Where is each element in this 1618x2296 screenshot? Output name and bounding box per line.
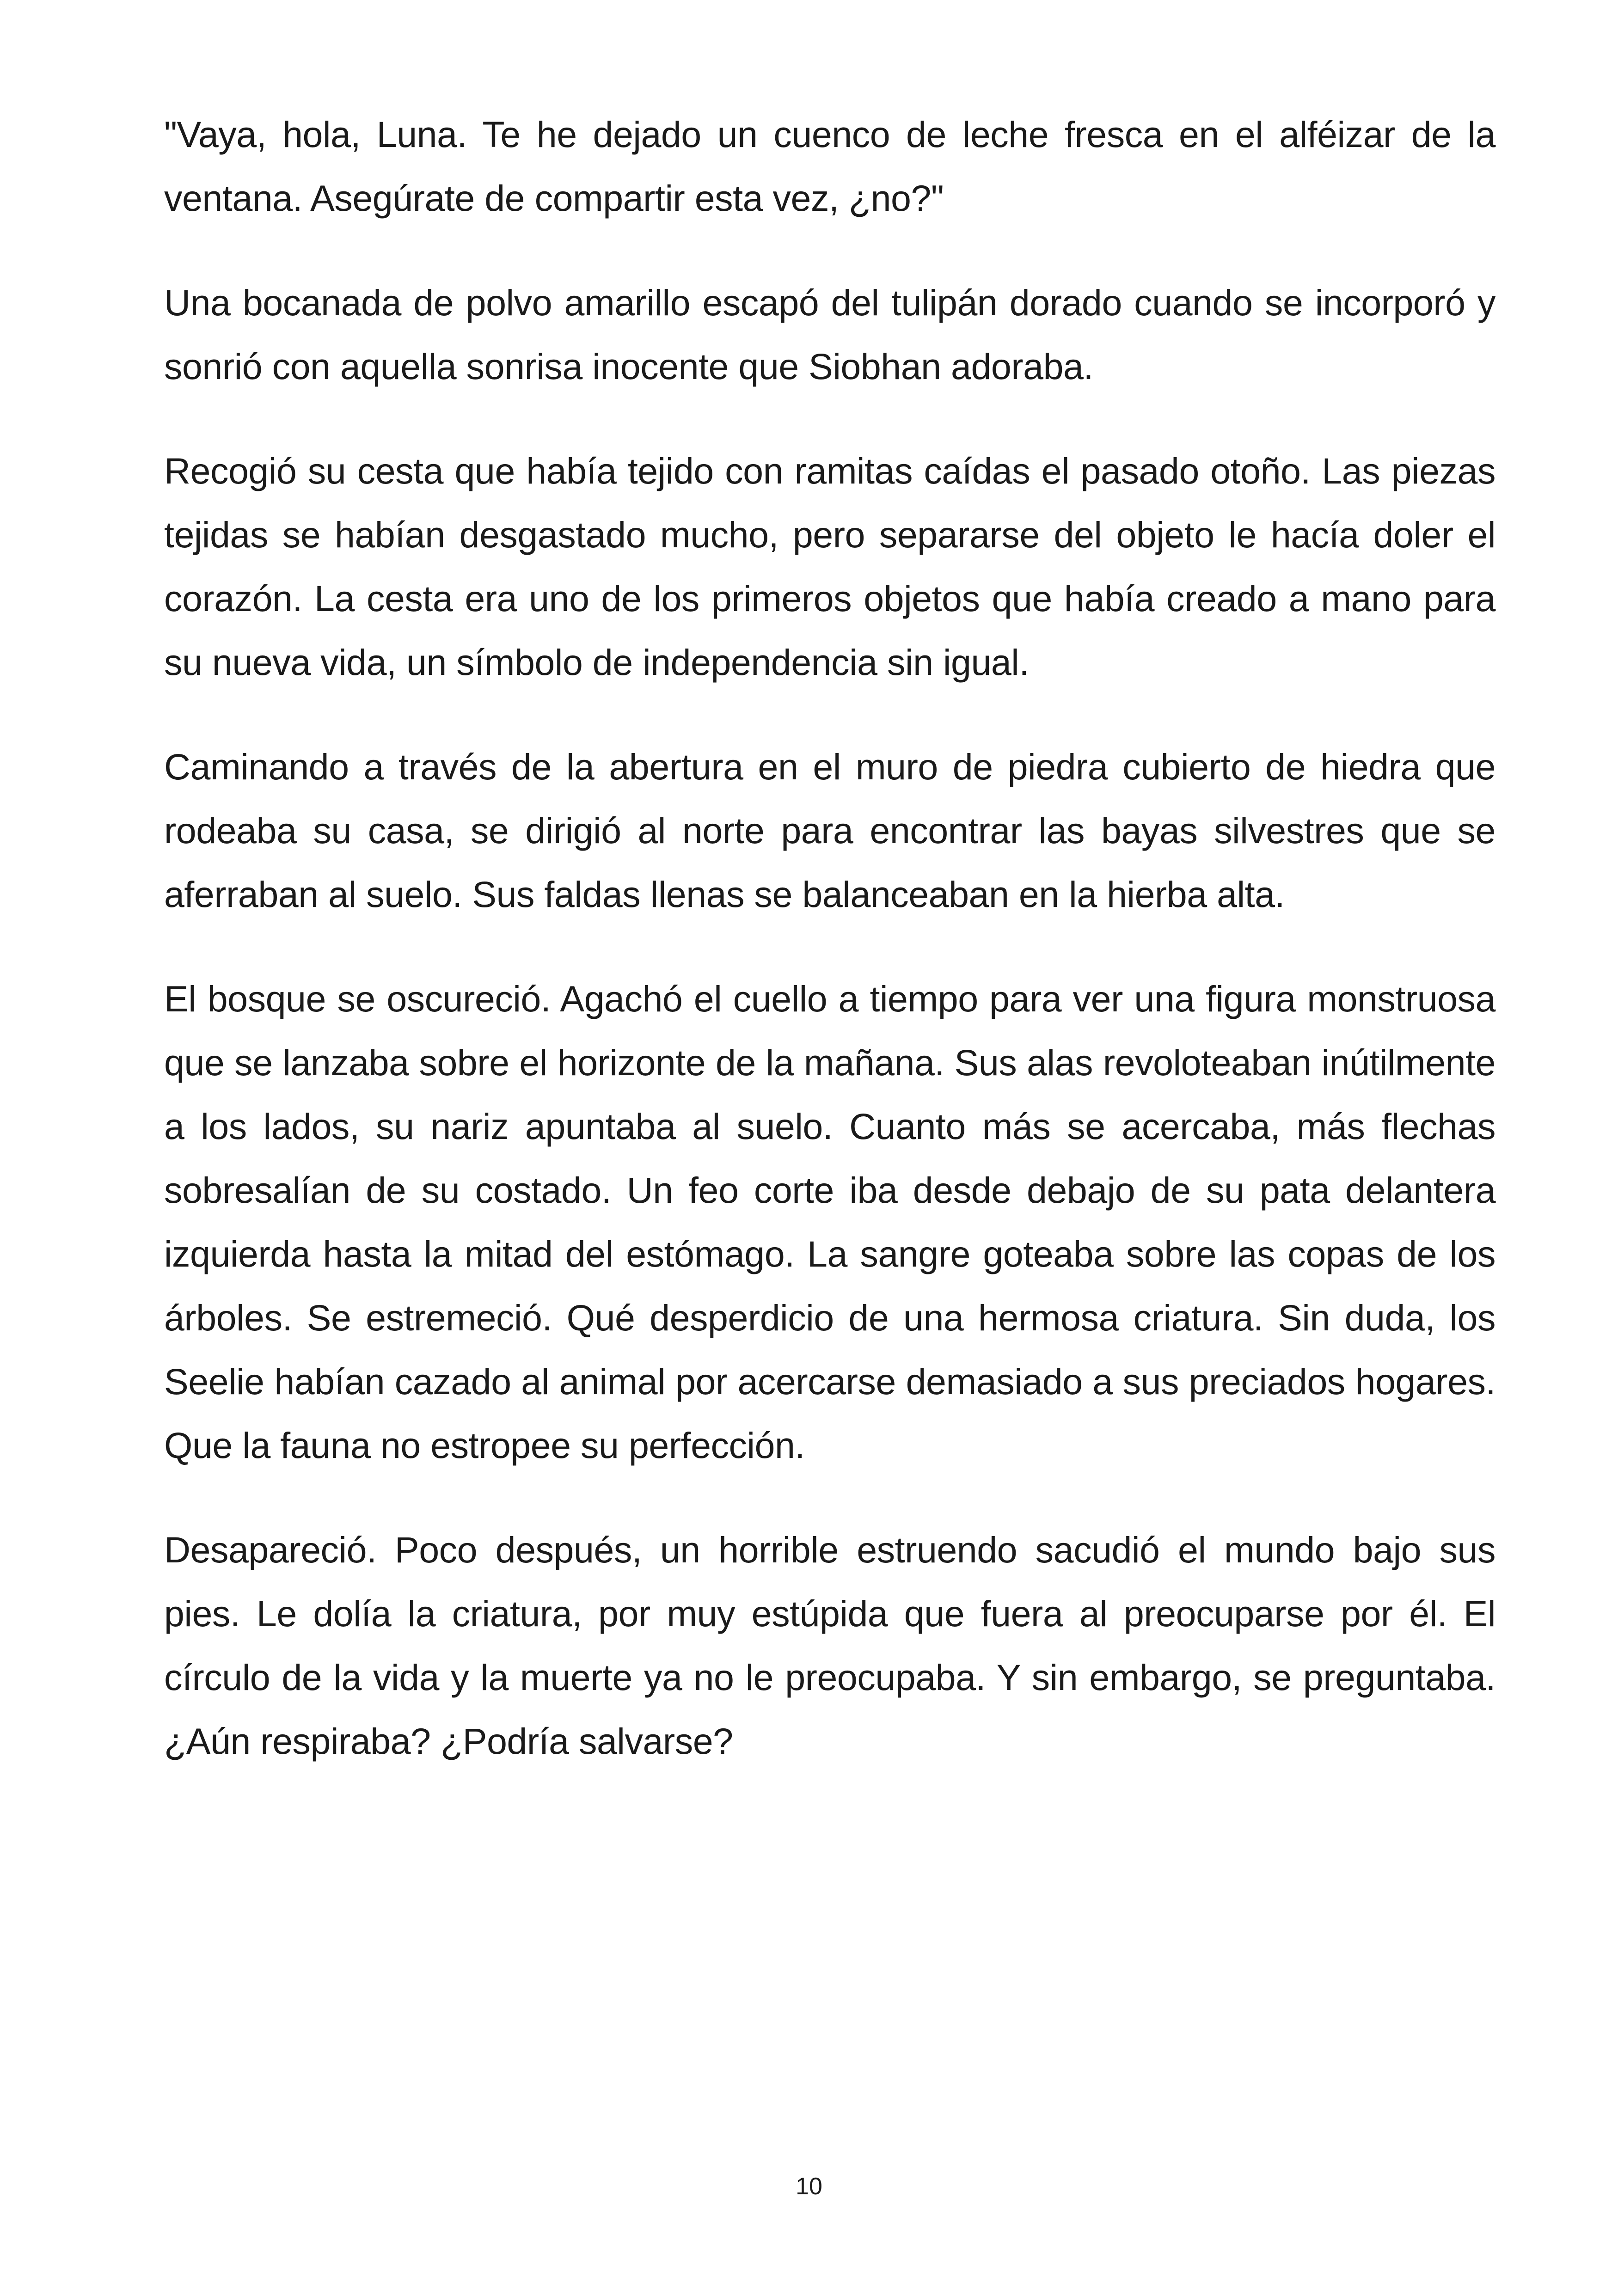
paragraph-5: El bosque se oscureció. Agachó el cuello a tiempo para ver una figura monstruosa que se lanzaba sobre el horizonte de la mañana. Sus alas revoloteaban inútilmente a los lados, su nariz apuntaba al suelo. Cuanto más se acercaba, más flechas sobresalían de su costado. Un feo corte iba desde debajo de su pata delantera izquierda hasta la mitad del estómago. La sangre goteaba sobre las copas de los árboles. Se estremeció. Qué desperdicio de una hermosa criatura. Sin duda, los Seelie habían cazado al animal por acercarse demasiado a sus preciados hogares. Que la fauna no estropee su perfección. [164, 978, 1495, 1466]
paragraph-2: Una bocanada de polvo amarillo escapó del tulipán dorado cuando se incorporó y sonrió con aquella sonrisa inocente que Siobhan adoraba. [164, 282, 1495, 387]
page-number: 10 [796, 2173, 822, 2200]
paragraph-4: Caminando a través de la abertura en el muro de piedra cubierto de hiedra que rodeaba su casa, se dirigió al norte para encontrar las bayas silvestres que se aferraban al suelo. Sus faldas llenas se balanceaban en la hierba alta. [164, 746, 1495, 915]
page-body [164, 103, 1495, 1814]
paragraph-6: Desapareció. Poco después, un horrible estruendo sacudió el mundo bajo sus pies. Le dolía la criatura, por muy estúpida que fuera al preocuparse por él. El círculo de la vida y la muerte ya no le preocupaba. Y sin embargo, se preguntaba. ¿Aún respiraba? ¿Podría salvarse? [164, 1529, 1495, 1762]
paragraph-1: "Vaya, hola, Luna. Te he dejado un cuenco de leche fresca en el alféizar de la ventana. Asegúrate de compartir esta vez, ¿no?" [164, 114, 1495, 219]
paragraph-3: Recogió su cesta que había tejido con ramitas caídas el pasado otoño. Las piezas tejidas se habían desgastado mucho, pero separarse del objeto le hacía doler el corazón. La cesta era uno de los primeros objetos que había creado a mano para su nueva vida, un símbolo de independencia sin igual. [164, 450, 1495, 683]
